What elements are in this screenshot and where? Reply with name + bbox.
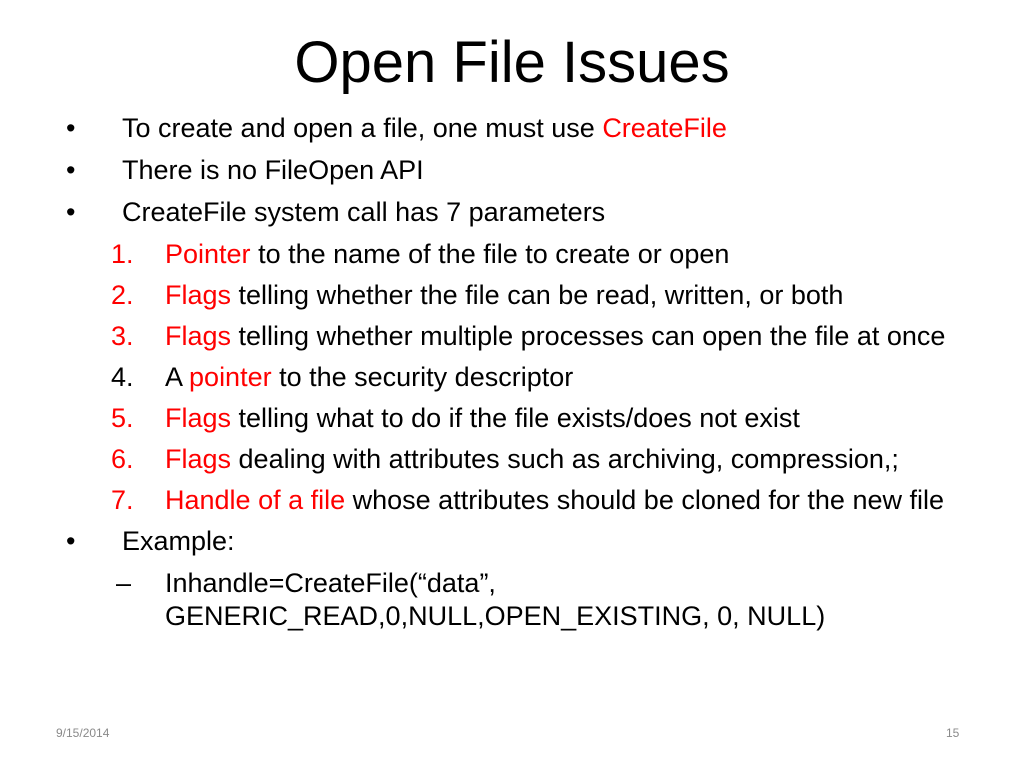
param-number: 3. — [111, 321, 134, 351]
slide-title: Open File Issues — [294, 30, 730, 95]
param-text: to the security descriptor — [271, 362, 574, 392]
param-text: telling whether multiple processes can open the file at once — [231, 321, 946, 351]
example-code — [0, 567, 1024, 633]
slide-content — [0, 112, 1024, 633]
bullet-marker: • — [66, 155, 76, 185]
param-prefix: A — [165, 362, 190, 392]
param-highlight: Handle of a file — [165, 485, 346, 515]
param-highlight: Flags — [165, 444, 232, 474]
bullet-marker: • — [66, 197, 76, 227]
param-number: 1. — [111, 239, 134, 269]
bullet-createfile — [0, 112, 1024, 145]
bullet-text: To create and open a file, one must use — [122, 113, 603, 143]
param-number: 2. — [111, 280, 134, 310]
page-number: 15 — [946, 726, 960, 740]
param-item-5 — [0, 402, 1024, 435]
param-text: to the name of the file to create or open — [250, 239, 730, 269]
param-number: 4. — [111, 362, 134, 392]
param-highlight: Flags — [165, 321, 232, 351]
param-number: 5. — [111, 403, 134, 433]
param-item-1 — [0, 238, 1024, 271]
param-highlight: Pointer — [165, 239, 251, 269]
bullet-text: Example: — [122, 526, 235, 556]
bullet-marker: • — [66, 113, 76, 143]
param-highlight: Flags — [165, 280, 232, 310]
param-number: 7. — [111, 485, 134, 515]
param-text: dealing with attributes such as archiving, compression,; — [231, 444, 899, 474]
param-text: whose attributes should be cloned for the new file — [345, 485, 944, 515]
bullet-parameters — [0, 196, 1024, 229]
code-line-1: Inhandle=CreateFile(“data”, — [165, 568, 496, 598]
bullet-no-fileopen — [0, 154, 1024, 187]
param-highlight: pointer — [189, 362, 272, 392]
param-item-6 — [0, 443, 1024, 476]
param-number: 6. — [111, 444, 134, 474]
highlight-createfile: CreateFile — [602, 113, 727, 143]
bullet-text: There is no FileOpen API — [122, 155, 424, 185]
param-highlight: Flags — [165, 403, 232, 433]
param-item-3 — [0, 320, 1024, 353]
bullet-marker: • — [66, 526, 76, 556]
bullet-example — [0, 525, 1024, 558]
param-item-2 — [0, 279, 1024, 312]
param-item-7 — [0, 484, 1024, 517]
param-text: telling what to do if the file exists/does not exist — [231, 403, 800, 433]
code-line-2: GENERIC_READ,0,NULL,OPEN_EXISTING, 0, NULL) — [165, 601, 826, 631]
param-text: telling whether the file can be read, written, or both — [231, 280, 844, 310]
bullet-text: CreateFile system call has 7 parameters — [122, 197, 606, 227]
footer-date: 9/15/2014 — [56, 726, 110, 740]
dash-marker: – — [116, 568, 132, 598]
param-item-4 — [0, 361, 1024, 394]
